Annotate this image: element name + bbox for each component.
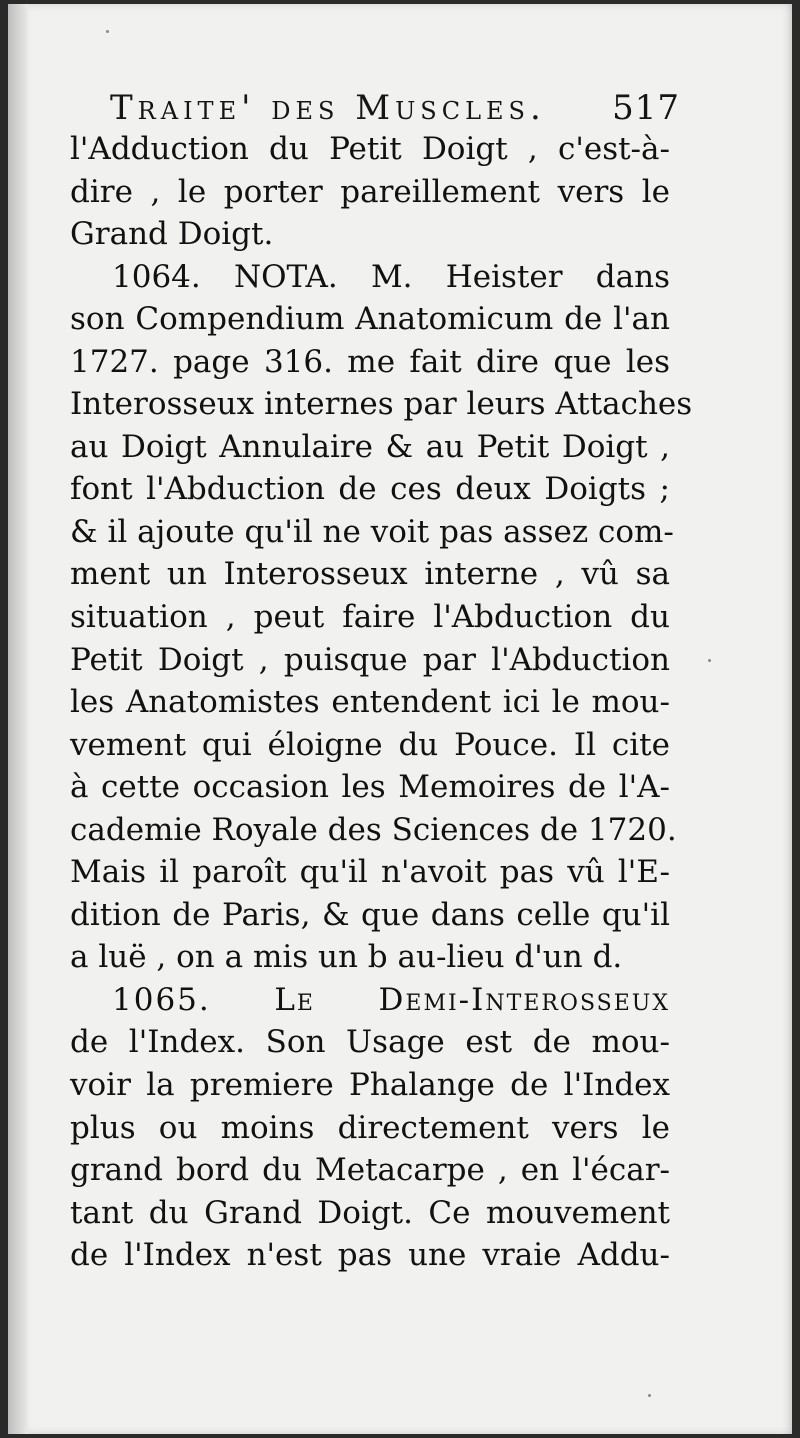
text-line: 1064. NOTA. M. Heister dans	[112, 258, 670, 295]
text-line: Mais il paroît qu'il n'avoit pas vû l'E-	[70, 854, 670, 891]
text-line: de l'Index n'est pas une vraie Addu-	[70, 1237, 670, 1274]
paper-speck	[708, 659, 711, 662]
text-line: plus ou moins directement vers le	[70, 1109, 670, 1146]
text-line: 1727. page 316. me fait dire que les	[70, 343, 670, 380]
text-line: au Doigt Annulaire & au Petit Doigt ,	[70, 428, 670, 465]
text-line: les Anatomistes entendent ici le mou-	[70, 684, 670, 721]
text-line: dire , le porter pareillement vers le	[70, 173, 670, 210]
body-text	[70, 128, 693, 1277]
text-line: font l'Abduction de ces deux Doigts ;	[70, 471, 670, 508]
text-line: Grand Doigt.	[70, 216, 274, 253]
text-line: 1065. Le Demi-Interosseux	[112, 981, 670, 1018]
text-line: vement qui éloigne du Pouce. Il cite	[70, 726, 670, 763]
text-line: à cette occasion les Memoires de l'A-	[70, 769, 670, 806]
running-title: Traite' des Muscles.	[110, 88, 546, 128]
page-gutter-shadow	[8, 4, 28, 1434]
text-line: grand bord du Metacarpe , en l'écar-	[70, 1152, 670, 1189]
page-number: 517	[612, 88, 680, 128]
text-line: de l'Index. Son Usage est de mou-	[70, 1024, 670, 1061]
text-line: son Compendium Anatomicum de l'an	[70, 301, 670, 338]
text-line: Interosseux internes par leurs Attaches	[70, 386, 693, 423]
text-line: & il ajoute qu'il ne voit pas assez com-	[70, 513, 674, 550]
text-line: dition de Paris, & que dans celle qu'il	[70, 896, 670, 933]
text-line: ment un Interosseux interne , vû sa	[70, 556, 670, 593]
text-line: cademie Royale des Sciences de 1720.	[70, 811, 677, 848]
text-line: tant du Grand Doigt. Ce mouvement	[70, 1194, 670, 1231]
book-page	[8, 4, 792, 1434]
text-line: a luë , on a mis un b au-lieu d'un d.	[70, 939, 623, 976]
paper-speck	[648, 1394, 651, 1397]
text-line: voir la premiere Phalange de l'Index	[70, 1067, 670, 1104]
text-line: Petit Doigt , puisque par l'Abduction	[70, 641, 670, 678]
text-line: situation , peut faire l'Abduction du	[70, 599, 670, 636]
text-line: l'Adduction du Petit Doigt , c'est-à-	[70, 131, 670, 167]
paper-speck	[106, 30, 109, 33]
